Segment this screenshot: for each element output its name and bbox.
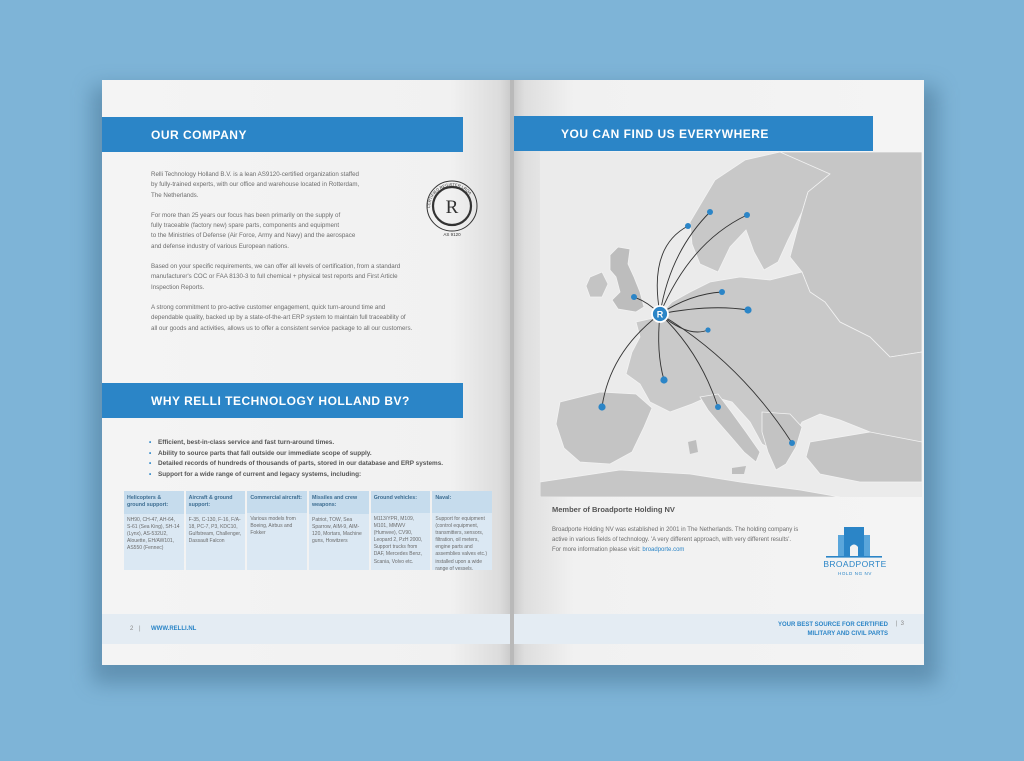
tagline-line: MILITARY AND CIVIL PARTS <box>807 631 888 637</box>
location-dot <box>705 327 710 332</box>
logo-name: BROADPORTE <box>823 559 887 569</box>
text-line: For more than 25 years our focus has been primarily on the supply of <box>151 211 341 219</box>
table-cell: F-35, C-130, F-16, F/A-18, PC-7, P3, KDC10, Gulfstream, Challenger, Dassault Falcon <box>188 516 242 545</box>
location-dot <box>789 440 795 446</box>
table-header: Helicopters & ground support: <box>124 491 184 514</box>
paragraph <box>151 262 461 293</box>
brochure-spine <box>510 80 514 665</box>
location-dot <box>685 223 691 229</box>
section-heading-why <box>102 383 463 418</box>
heading-text: OUR COMPANY <box>151 127 247 142</box>
bullet-icon: • <box>149 449 152 457</box>
bullet-icon: • <box>149 470 152 478</box>
paragraph <box>151 303 461 334</box>
location-dot <box>744 306 751 313</box>
section-heading-everywhere <box>512 116 873 151</box>
text-line: Broadporte Holding NV was established in 2001 in The Netherlands. The holding company is <box>552 527 799 533</box>
text-line: all our goods and activities, allows us to offer a consistent service package to all our customers. <box>151 324 413 332</box>
table-column <box>309 491 369 570</box>
list-item <box>149 470 509 481</box>
map-region-turkey <box>806 432 922 482</box>
table-cell: Patriot, TOW, Sea Sparrow, AIM-9, AIM-120, Mortars, Machine guns, Howitzers <box>312 516 362 545</box>
location-dot <box>719 289 725 295</box>
location-dot <box>660 376 667 383</box>
location-dot <box>631 294 637 300</box>
list-item <box>149 449 509 460</box>
bullet-icon: • <box>149 439 152 446</box>
section-heading-our-company <box>102 117 463 152</box>
table-cell: M113/YPR, M109, M101, MMWV (Humvee), CV90, Leopard 2, PzH 2000, Support trucks from DAF, Mercedes Benz, Scania, Volvo etc. <box>373 516 423 565</box>
table-cell: Support for equipment (control equipment, transmitters, sensors, filtration, oil meters, engine parts and assemblies valves etc.) installed upon a wide range of vessels. <box>435 516 488 572</box>
list-item <box>149 459 509 470</box>
text-line: fully traceable (factory new) spare parts, components and equipment <box>151 222 340 230</box>
table-header: Aircraft & ground support: <box>186 491 246 514</box>
text-line: Based on your specific requirements, we can offer all levels of certification, from a standard <box>151 263 401 271</box>
systems-table <box>124 491 492 570</box>
footer-separator: | <box>895 621 897 627</box>
table-header: Missiles and crew weapons: <box>309 491 369 514</box>
text-line: by fully-trained experts, with our office and warehouse located in Rotterdam, <box>151 181 360 189</box>
table-header: Ground vehicles: <box>371 491 431 513</box>
list-item <box>149 438 509 449</box>
table-cell: NH90, CH-47, AH-64, S-61 (Sea King), SH-14 (Lynx), AS-532U2, Alouette, EH/AW101, AS550 (Fennec) <box>127 516 180 552</box>
location-dot <box>598 403 605 410</box>
right-page <box>512 80 924 665</box>
table-column <box>371 491 431 570</box>
text-line: Relli Technology Holland B.V. is a lean AS9120-certified organization staffed <box>151 171 359 178</box>
page-number: 3 <box>900 621 904 627</box>
bullet-icon: • <box>149 460 152 467</box>
page-number: 2 <box>130 626 134 632</box>
table-column <box>124 491 184 570</box>
list-item-text: Detailed records of hundreds of thousands of parts, stored in our database and ERP systems. <box>158 460 444 467</box>
text-line: to the Ministries of Defense (Air Force, Army and Navy) and the aerospace <box>151 232 356 240</box>
hub-marker-letter: R <box>656 309 664 320</box>
paragraph <box>151 211 431 252</box>
company-text <box>151 170 431 344</box>
seal-letter: R <box>445 197 459 218</box>
page-footer <box>512 614 924 644</box>
footer-tagline <box>778 621 888 639</box>
heading-text: WHY RELLI TECHNOLOGY HOLLAND BV? <box>151 393 410 408</box>
member-text <box>552 526 814 555</box>
broadporte-link[interactable]: broadporte.com <box>642 546 685 553</box>
seal-code: AS 9120 <box>443 232 461 237</box>
list-item-text: Support for a wide range of current and legacy systems, including: <box>158 470 362 478</box>
table-header: Commercial aircraft: <box>247 491 307 513</box>
text-line: and defense industry of various European nations. <box>151 242 289 250</box>
text-line: active in various fields of technology. 'A very different approach, with very different results'. <box>552 536 792 543</box>
text-line: Inspection Reports. <box>151 283 205 291</box>
certification-seal-icon <box>422 178 482 238</box>
tagline-line: YOUR BEST SOURCE FOR CERTIFIED <box>777 622 888 628</box>
text-line: The Netherlands. <box>151 191 199 199</box>
europe-map <box>540 152 922 497</box>
text-line: dependable quality, backed up by a state-of-the-art ERP system to maintain full traceability of <box>151 314 406 322</box>
table-column <box>432 491 492 570</box>
left-page <box>102 80 512 665</box>
text-line <box>552 546 814 556</box>
paragraph <box>151 170 431 201</box>
location-dot <box>715 404 721 410</box>
page-footer <box>102 614 512 644</box>
text-line: manufacturer's COC or FAA 8130-3 to full chemical + physical test reports and First Article <box>151 273 398 281</box>
member-title: Member of Broadporte Holding NV <box>552 505 675 514</box>
footer-separator: | <box>139 626 141 632</box>
location-dot <box>707 209 713 215</box>
text-line: A strong commitment to pro-active customer engagement, quick turn-around time and <box>151 303 386 311</box>
text-line-label: For more information please visit: <box>552 546 641 553</box>
list-item-text: Efficient, best-in-class service and fast turn-around times. <box>158 439 335 446</box>
heading-text: YOU CAN FIND US EVERYWHERE <box>561 126 769 141</box>
benefits-list <box>149 438 509 480</box>
website-link[interactable]: WWW.RELLI.NL <box>151 626 197 632</box>
table-header: Naval: <box>432 491 492 513</box>
logo-subtitle: HOLD NG NV <box>837 571 872 576</box>
list-item-text: Ability to source parts that fall outside our immediate scope of supply. <box>158 449 372 457</box>
seal-ring-text: CERTIFIED REGISTER LRQA <box>425 181 473 209</box>
table-column <box>247 491 307 570</box>
table-cell: Various models from Boeing, Airbus and Fokker <box>250 516 296 537</box>
table-column <box>186 491 246 570</box>
location-dot <box>744 212 750 218</box>
